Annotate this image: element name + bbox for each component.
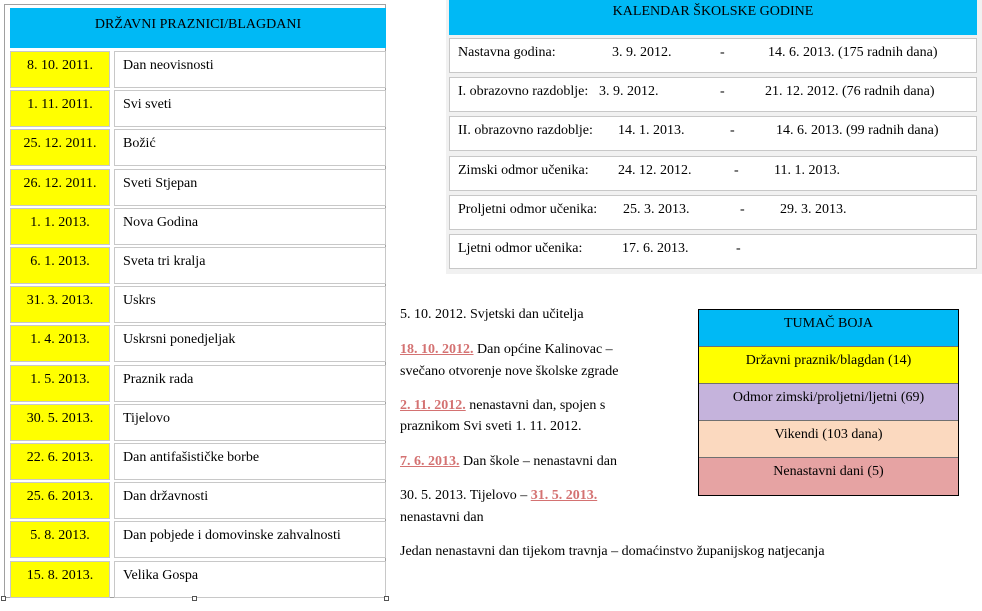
- calendar-label: I. obrazovno razdoblje:: [458, 84, 589, 100]
- holiday-row: [10, 90, 386, 127]
- holidays-header: DRŽAVNI PRAZNICI/BLAGDANI: [10, 8, 386, 48]
- holiday-name: Velika Gospa: [114, 561, 386, 598]
- calendar-dash: -: [736, 241, 741, 256]
- note-competition: Jedan nenastavni dan tijekom travnja – domaćinstvo županijskog natjecanja: [400, 544, 825, 559]
- holiday-name: Uskrs: [114, 286, 386, 323]
- note-school-day: [400, 454, 617, 470]
- note-corpus-christi-line2: nenastavni dan: [400, 510, 484, 525]
- calendar-start: 3. 9. 2012.: [599, 84, 659, 100]
- note-date: 31. 5. 2013.: [530, 488, 598, 503]
- holiday-name: Dan državnosti: [114, 482, 386, 519]
- calendar-end: 29. 3. 2013.: [780, 201, 847, 217]
- calendar-label: Proljetni odmor učenika:: [458, 201, 598, 217]
- resize-handle-bottom-mid[interactable]: [192, 596, 197, 601]
- holiday-name: Dan antifašističke borbe: [114, 443, 386, 480]
- note-teachers-day: 5. 10. 2012. Svjetski dan učitelja: [400, 307, 584, 322]
- note-nonteaching-1-line2: praznikom Svi sveti 1. 11. 2012.: [400, 419, 582, 434]
- holiday-name: Uskrsni ponedjeljak: [114, 325, 386, 362]
- holiday-name: Dan neovisnosti: [114, 51, 386, 88]
- note-text: Dan škole – nenastavni dan: [459, 454, 617, 469]
- calendar-dash: -: [734, 162, 739, 178]
- holiday-row: [10, 208, 386, 245]
- holiday-name: Dan pobjede i domovinske zahvalnosti: [114, 521, 386, 558]
- calendar-end: 14. 6. 2013. (99 radnih dana): [776, 123, 939, 139]
- note-text: nenastavni dan, spojen s: [465, 398, 606, 413]
- note-date: 2. 11. 2012.: [400, 398, 466, 413]
- school-calendar-panel: [446, 0, 982, 274]
- holiday-row: [10, 247, 386, 284]
- legend-item: Državni praznik/blagdan (14): [699, 347, 958, 384]
- calendar-dash: -: [730, 123, 735, 139]
- holiday-date: 25. 6. 2013.: [10, 482, 110, 519]
- holiday-name: Praznik rada: [114, 365, 386, 402]
- calendar-dash: -: [720, 45, 725, 60]
- calendar-row: [449, 234, 977, 269]
- legend-item: Vikendi (103 dana): [699, 421, 958, 458]
- holiday-row: [10, 404, 386, 441]
- holiday-date: 26. 12. 2011.: [10, 169, 110, 206]
- holiday-name: Sveti Stjepan: [114, 169, 386, 206]
- holiday-row: [10, 169, 386, 206]
- calendar-start: 14. 1. 2013.: [618, 123, 685, 139]
- holiday-name: Sveta tri kralja: [114, 247, 386, 284]
- note-corpus-christi: [400, 488, 597, 504]
- holiday-date: 1. 4. 2013.: [10, 325, 110, 362]
- note-municipality-day: [400, 342, 613, 358]
- holiday-date: 6. 1. 2013.: [10, 247, 110, 284]
- holiday-name: Tijelovo: [114, 404, 386, 441]
- holiday-date: 25. 12. 2011.: [10, 129, 110, 166]
- holiday-name: Svi sveti: [114, 90, 386, 127]
- holiday-date: 1. 5. 2013.: [10, 365, 110, 402]
- calendar-label: Nastavna godina:: [458, 45, 556, 60]
- note-text: Dan općine Kalinovac –: [473, 342, 613, 357]
- holiday-date: 8. 10. 2011.: [10, 51, 110, 88]
- holiday-date: 1. 11. 2011.: [10, 90, 110, 127]
- calendar-start: 3. 9. 2012.: [612, 45, 672, 60]
- calendar-end: 14. 6. 2013. (175 radnih dana): [768, 45, 938, 60]
- legend-title: TUMAČ BOJA: [699, 310, 958, 347]
- holiday-date: 31. 3. 2013.: [10, 286, 110, 323]
- note-municipality-day-line2: svečano otvorenje nove školske zgrade: [400, 364, 619, 379]
- calendar-row: [449, 195, 977, 230]
- holiday-row: [10, 482, 386, 519]
- calendar-end: 11. 1. 2013.: [774, 162, 840, 178]
- holiday-row: [10, 521, 386, 558]
- holiday-row: [10, 365, 386, 402]
- calendar-start: 25. 3. 2013.: [623, 201, 690, 217]
- calendar-end: 21. 12. 2012. (76 radnih dana): [765, 84, 935, 100]
- calendar-label: II. obrazovno razdoblje:: [458, 123, 593, 139]
- note-date: 18. 10. 2012.: [400, 342, 474, 357]
- holiday-date: 5. 8. 2013.: [10, 521, 110, 558]
- holiday-row: [10, 286, 386, 323]
- legend-item: Odmor zimski/proljetni/ljetni (69): [699, 384, 958, 421]
- calendar-dash: -: [720, 84, 725, 100]
- holiday-date: 22. 6. 2013.: [10, 443, 110, 480]
- holiday-row: [10, 51, 386, 88]
- calendar-row: [449, 156, 977, 191]
- note-text: 30. 5. 2013. Tijelovo –: [400, 488, 531, 503]
- calendar-row: [449, 77, 977, 112]
- holiday-date: 1. 1. 2013.: [10, 208, 110, 245]
- note-date: 7. 6. 2013.: [400, 454, 460, 469]
- legend-item: Nenastavni dani (5): [699, 458, 958, 495]
- calendar-label: Ljetni odmor učenika:: [458, 241, 583, 256]
- holiday-row: [10, 443, 386, 480]
- calendar-dash: -: [740, 201, 745, 217]
- holidays-table: [4, 4, 386, 598]
- color-legend: [698, 309, 959, 496]
- note-nonteaching-1: [400, 398, 605, 414]
- calendar-row: [449, 38, 977, 73]
- holiday-row: [10, 325, 386, 362]
- resize-handle-bottom-right[interactable]: [384, 596, 389, 601]
- holiday-row: [10, 561, 386, 598]
- holiday-row: [10, 129, 386, 166]
- holiday-date: 30. 5. 2013.: [10, 404, 110, 441]
- calendar-start: 17. 6. 2013.: [622, 241, 689, 256]
- calendar-start: 24. 12. 2012.: [618, 162, 692, 178]
- resize-handle-bottom-left[interactable]: [1, 596, 6, 601]
- holiday-name: Nova Godina: [114, 208, 386, 245]
- calendar-header: KALENDAR ŠKOLSKE GODINE: [449, 0, 977, 35]
- holiday-name: Božić: [114, 129, 386, 166]
- calendar-label: Zimski odmor učenika:: [458, 162, 589, 178]
- holiday-date: 15. 8. 2013.: [10, 561, 110, 598]
- calendar-row: [449, 116, 977, 151]
